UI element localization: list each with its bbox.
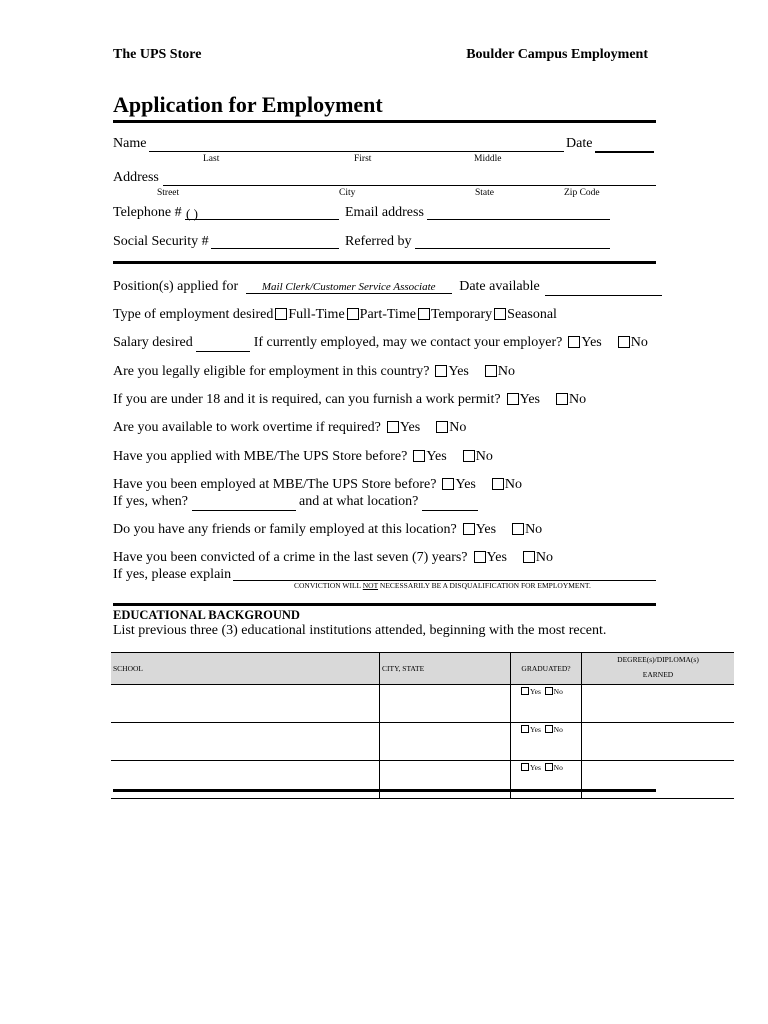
col-school: SCHOOL bbox=[111, 653, 380, 685]
contact-no-label: No bbox=[630, 335, 648, 350]
degree-cell[interactable] bbox=[582, 685, 735, 723]
title-rule bbox=[113, 120, 656, 123]
explain-label: If yes, please explain bbox=[113, 567, 232, 582]
employment-type-label: Type of employment desired bbox=[113, 307, 274, 322]
school-cell[interactable] bbox=[111, 685, 380, 723]
salary-row bbox=[113, 335, 648, 352]
section-rule bbox=[113, 261, 656, 264]
address-sub-street: Street bbox=[157, 188, 180, 198]
convicted-yes-checkbox[interactable] bbox=[474, 551, 486, 563]
position-label: Position(s) applied for bbox=[113, 279, 239, 294]
seasonal-checkbox[interactable] bbox=[494, 308, 506, 320]
graduated-yes-checkbox[interactable] bbox=[521, 725, 529, 733]
friends-no-checkbox[interactable] bbox=[512, 523, 524, 535]
address-label: Address bbox=[113, 170, 159, 185]
address-sub-city: City bbox=[339, 188, 356, 198]
applied-yes-checkbox[interactable] bbox=[413, 450, 425, 462]
friends-yes-label: Yes bbox=[475, 522, 497, 537]
eligible-no-checkbox[interactable] bbox=[485, 365, 497, 377]
applied-no-checkbox[interactable] bbox=[463, 450, 475, 462]
graduated-no-label: No bbox=[553, 725, 563, 734]
education-row bbox=[111, 723, 734, 761]
ssn-label: Social Security # bbox=[113, 234, 209, 249]
graduated-yes-checkbox[interactable] bbox=[521, 763, 529, 771]
degree-cell[interactable] bbox=[582, 723, 735, 761]
permit-question: If you are under 18 and it is required, can you furnish a work permit? bbox=[113, 392, 501, 407]
campus-label: Boulder Campus Employment bbox=[466, 47, 648, 62]
overtime-yes-checkbox[interactable] bbox=[387, 421, 399, 433]
permit-row bbox=[113, 392, 586, 408]
conviction-note: CONVICTION WILL NOT NECESSARILY BE A DISQUALIFICATION FOR EMPLOYMENT. bbox=[294, 581, 591, 590]
graduated-yes-label: Yes bbox=[530, 725, 541, 734]
store-name: The UPS Store bbox=[113, 47, 202, 62]
degree-cell[interactable] bbox=[582, 761, 735, 799]
education-row bbox=[111, 685, 734, 723]
contact-no-checkbox[interactable] bbox=[618, 336, 630, 348]
temporary-label: Temporary bbox=[430, 307, 493, 322]
graduated-cell bbox=[511, 723, 582, 761]
education-row bbox=[111, 761, 734, 799]
employed-location-field[interactable] bbox=[422, 494, 478, 511]
position-row bbox=[113, 279, 662, 296]
col-city-state: CITY, STATE bbox=[380, 653, 511, 685]
overtime-row bbox=[113, 420, 466, 436]
education-rule bbox=[113, 603, 656, 606]
applied-row bbox=[113, 449, 493, 465]
school-cell[interactable] bbox=[111, 723, 380, 761]
salary-label: Salary desired bbox=[113, 335, 193, 350]
graduated-no-checkbox[interactable] bbox=[545, 687, 553, 695]
employed-no-label: No bbox=[504, 477, 522, 492]
education-table bbox=[111, 652, 734, 799]
graduated-yes-checkbox[interactable] bbox=[521, 687, 529, 695]
salary-field[interactable] bbox=[196, 335, 250, 352]
email-field[interactable] bbox=[427, 219, 610, 220]
school-cell[interactable] bbox=[111, 761, 380, 799]
city-state-cell[interactable] bbox=[380, 685, 511, 723]
applied-yes-label: Yes bbox=[426, 449, 447, 464]
education-heading: EDUCATIONAL BACKGROUND bbox=[113, 608, 300, 622]
graduated-cell bbox=[511, 761, 582, 799]
contact-employer-question: If currently employed, may we contact your employer? bbox=[253, 335, 563, 350]
eligible-row bbox=[113, 364, 515, 380]
overtime-no-checkbox[interactable] bbox=[436, 421, 448, 433]
address-field[interactable] bbox=[163, 185, 656, 186]
seasonal-label: Seasonal bbox=[507, 307, 557, 322]
friends-yes-checkbox[interactable] bbox=[463, 523, 475, 535]
table-bottom-rule bbox=[113, 789, 656, 792]
friends-question: Do you have any friends or family employed at this location? bbox=[113, 522, 457, 537]
graduated-no-label: No bbox=[553, 687, 563, 696]
employment-type-row bbox=[113, 307, 557, 323]
employed-when-row bbox=[113, 494, 478, 511]
full-time-label: Full-Time bbox=[288, 307, 345, 322]
contact-yes-checkbox[interactable] bbox=[568, 336, 580, 348]
full-time-checkbox[interactable] bbox=[275, 308, 287, 320]
eligible-no-label: No bbox=[497, 364, 515, 379]
graduated-yes-label: Yes bbox=[530, 763, 541, 772]
part-time-label: Part-Time bbox=[359, 307, 416, 322]
name-field[interactable] bbox=[149, 151, 564, 152]
friends-no-label: No bbox=[525, 522, 543, 537]
name-sub-first: First bbox=[354, 154, 372, 164]
city-state-cell[interactable] bbox=[380, 761, 511, 799]
part-time-checkbox[interactable] bbox=[347, 308, 359, 320]
convicted-row bbox=[113, 550, 553, 566]
name-label: Name bbox=[113, 136, 147, 151]
ssn-field[interactable] bbox=[211, 248, 339, 249]
convicted-question: Have you been convicted of a crime in the last seven (7) years? bbox=[113, 550, 468, 565]
address-sub-zip: Zip Code bbox=[564, 188, 600, 198]
col-degree bbox=[582, 653, 735, 685]
contact-yes-label: Yes bbox=[581, 335, 602, 350]
education-instruction: List previous three (3) educational institutions attended, beginning with the most recent. bbox=[113, 623, 607, 638]
permit-no-checkbox[interactable] bbox=[556, 393, 568, 405]
employed-row bbox=[113, 477, 522, 493]
permit-no-label: No bbox=[568, 392, 587, 407]
employed-yes-label: Yes bbox=[455, 477, 476, 492]
eligible-yes-label: Yes bbox=[448, 364, 469, 379]
eligible-yes-checkbox[interactable] bbox=[435, 365, 447, 377]
convicted-yes-label: Yes bbox=[486, 550, 507, 565]
friends-row bbox=[113, 522, 542, 538]
graduated-no-checkbox[interactable] bbox=[545, 725, 553, 733]
telephone-area-code: ( ) bbox=[186, 206, 198, 221]
page-title: Application for Employment bbox=[113, 92, 383, 117]
applied-no-label: No bbox=[475, 449, 493, 464]
name-sub-middle: Middle bbox=[474, 154, 502, 164]
referred-label: Referred by bbox=[345, 234, 412, 249]
applied-question: Have you applied with MBE/The UPS Store before? bbox=[113, 449, 408, 464]
overtime-question: Are you available to work overtime if required? bbox=[113, 420, 381, 435]
employed-no-checkbox[interactable] bbox=[492, 478, 504, 490]
col-graduated: GRADUATED? bbox=[511, 653, 582, 685]
date-available-label: Date available bbox=[459, 279, 540, 294]
address-sub-state: State bbox=[475, 188, 494, 198]
telephone-field[interactable] bbox=[185, 219, 339, 220]
graduated-no-checkbox[interactable] bbox=[545, 763, 553, 771]
graduated-yes-label: Yes bbox=[530, 687, 541, 696]
permit-yes-label: Yes bbox=[519, 392, 540, 407]
email-label: Email address bbox=[345, 205, 424, 220]
col-degree-top: DEGREE(s)/DIPLOMA(s) bbox=[617, 655, 699, 664]
graduated-cell bbox=[511, 685, 582, 723]
employed-question: Have you been employed at MBE/The UPS Store before? bbox=[113, 477, 437, 492]
col-degree-bottom: EARNED bbox=[642, 670, 674, 679]
city-state-cell[interactable] bbox=[380, 723, 511, 761]
overtime-no-label: No bbox=[449, 420, 467, 435]
permit-yes-checkbox[interactable] bbox=[507, 393, 519, 405]
eligible-question: Are you legally eligible for employment in this country? bbox=[113, 364, 430, 379]
overtime-yes-label: Yes bbox=[399, 420, 421, 435]
graduated-no-label: No bbox=[553, 763, 563, 772]
education-header-row bbox=[111, 653, 734, 685]
if-yes-when-label: If yes, when? bbox=[113, 494, 189, 509]
convicted-no-label: No bbox=[535, 550, 554, 565]
date-field[interactable] bbox=[595, 151, 654, 153]
temporary-checkbox[interactable] bbox=[418, 308, 430, 320]
date-label: Date bbox=[566, 136, 593, 151]
telephone-label: Telephone # bbox=[113, 205, 182, 220]
referred-field[interactable] bbox=[415, 248, 610, 249]
convicted-no-checkbox[interactable] bbox=[523, 551, 535, 563]
position-value[interactable]: Mail Clerk/Customer Service Associate bbox=[246, 281, 452, 294]
what-location-label: and at what location? bbox=[299, 494, 419, 509]
date-available-field[interactable] bbox=[545, 279, 662, 296]
name-sub-last: Last bbox=[203, 154, 220, 164]
employed-when-field[interactable] bbox=[192, 494, 296, 511]
employed-yes-checkbox[interactable] bbox=[442, 478, 454, 490]
